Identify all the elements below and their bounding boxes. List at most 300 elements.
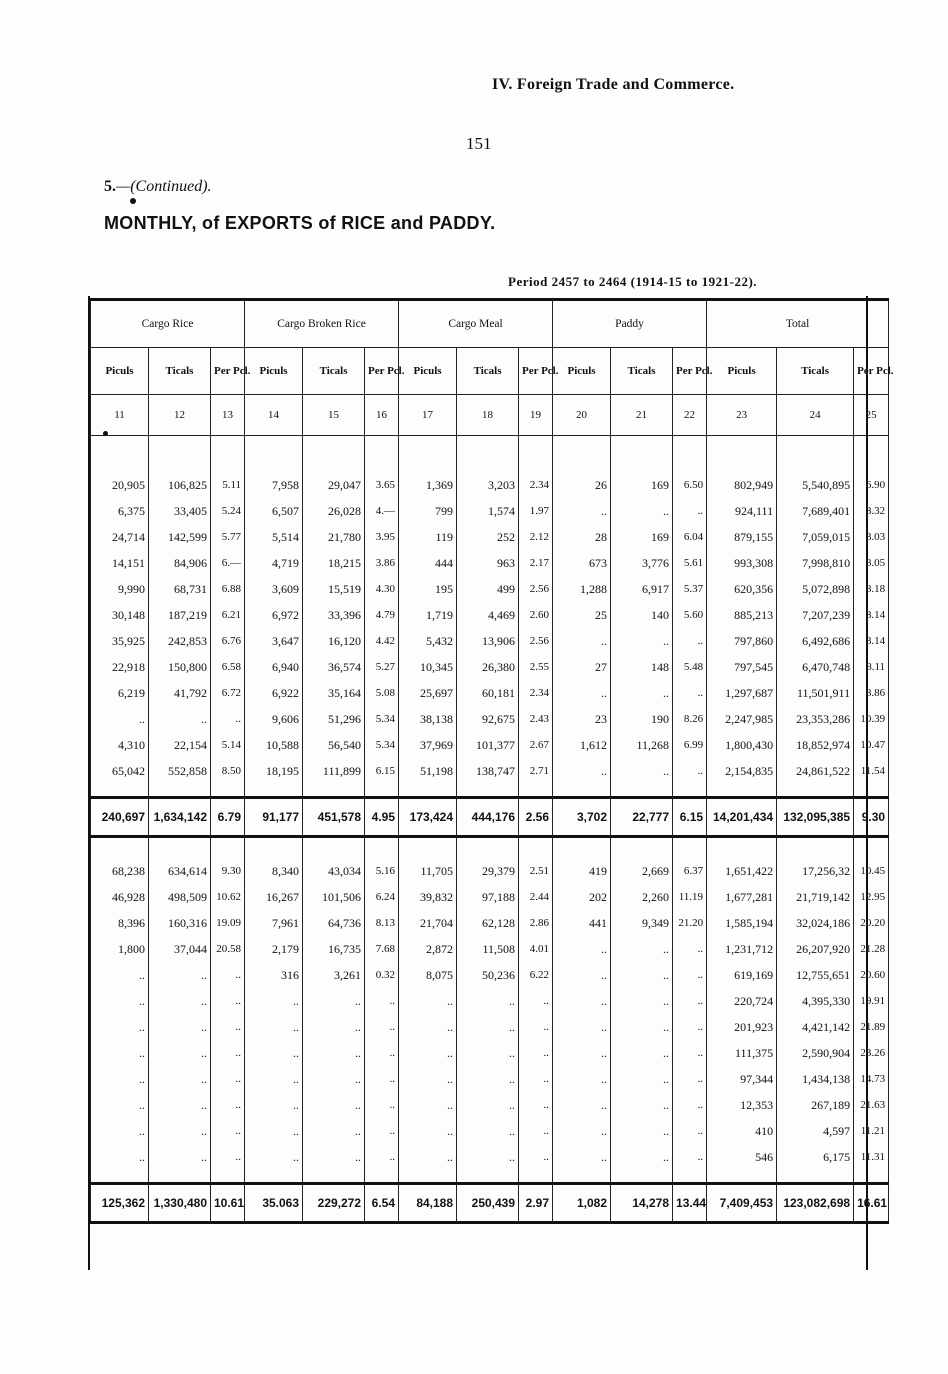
table-cell: 24,714 [91,524,149,550]
table-cell: 14.73 [854,1066,889,1092]
table-cell: 1,677,281 [707,884,777,910]
table-cell: 6.22 [519,962,553,988]
table-cell: 1,800 [91,936,149,962]
table-cell: .. [611,1144,673,1170]
table-cell: 125,362 [91,1184,149,1223]
empty-cell [211,837,245,859]
table-cell: 3,776 [611,550,673,576]
table-cell: 173,424 [399,798,457,837]
table-cell: .. [553,1144,611,1170]
empty-cell [149,436,211,473]
table-cell: 963 [457,550,519,576]
table-cell: 5.16 [365,858,399,884]
table-cell: .. [149,1014,211,1040]
table-cell: .. [553,758,611,784]
table-cell: 2,179 [245,936,303,962]
table-cell: .. [611,1066,673,1092]
table-cell: .. [211,962,245,988]
table-cell: 1,574 [457,498,519,524]
table-cell: .. [245,1014,303,1040]
table-cell: 3.95 [365,524,399,550]
table-cell: 8.50 [211,758,245,784]
table-cell: .. [149,1040,211,1066]
empty-cell [303,1170,365,1184]
table-cell: 10.45 [854,858,889,884]
empty-cell [553,837,611,859]
table-cell: 12.95 [854,884,889,910]
table-cell: .. [519,1092,553,1118]
table-cell: 14,151 [91,550,149,576]
table-cell: 498,509 [149,884,211,910]
table-cell: 68,731 [149,576,211,602]
table-row [91,524,889,550]
table-cell: 9.30 [211,858,245,884]
table-row [91,758,889,784]
table-cell: 4.95 [365,798,399,837]
table-cell: 4,469 [457,602,519,628]
table-cell: 22,154 [149,732,211,758]
table-cell: 195 [399,576,457,602]
table-cell: 12,755,651 [777,962,854,988]
empty-cell [365,784,399,798]
column-number: 16 [365,395,399,436]
table-cell: .. [553,936,611,962]
table-cell: 97,188 [457,884,519,910]
table-cell: .. [519,1014,553,1040]
table-cell: 91,177 [245,798,303,837]
empty-cell [303,784,365,798]
table-cell: 68,238 [91,858,149,884]
table-cell: .. [211,988,245,1014]
table-cell: .. [457,1118,519,1144]
table-cell: 2.56 [519,628,553,654]
column-header: Ticals [457,348,519,395]
table-cell: 6.— [211,550,245,576]
table-cell: .. [365,1092,399,1118]
table-cell: 499 [457,576,519,602]
table-cell: 33,396 [303,602,365,628]
table-row [91,1040,889,1066]
table-row [91,1066,889,1092]
column-number: 18 [457,395,519,436]
table-cell: .. [611,988,673,1014]
table-cell: 6.37 [673,858,707,884]
table-cell: 50,236 [457,962,519,988]
table-cell: 20.58 [211,936,245,962]
table-cell: 5.08 [365,680,399,706]
table-cell: 552,858 [149,758,211,784]
table-cell: 7,689,401 [777,498,854,524]
table-cell: 6,917 [611,576,673,602]
table-cell: 33,405 [149,498,211,524]
table-cell: 30,148 [91,602,149,628]
table-cell: 29,379 [457,858,519,884]
table-cell: 1,297,687 [707,680,777,706]
table-cell: 2.60 [519,602,553,628]
empty-cell [519,837,553,859]
table-cell: 5.11 [211,472,245,498]
table-cell: .. [399,1092,457,1118]
table-cell: 119 [399,524,457,550]
table-cell: 5.60 [673,602,707,628]
table-cell: 21,704 [399,910,457,936]
table-cell: 879,155 [707,524,777,550]
empty-cell [777,784,854,798]
table-cell: .. [611,936,673,962]
table-cell: 8.14 [854,602,889,628]
table-cell: 2.55 [519,654,553,680]
table-cell: 316 [245,962,303,988]
table-cell: 3,261 [303,962,365,988]
table-cell: 11.54 [854,758,889,784]
table-cell: .. [303,1092,365,1118]
table-cell: 6.04 [673,524,707,550]
table-cell: 142,599 [149,524,211,550]
table-cell: 26 [553,472,611,498]
table-cell: 4.30 [365,576,399,602]
table-cell: 1,612 [553,732,611,758]
table-cell: .. [149,1066,211,1092]
total-row [91,798,889,837]
table-cell: 4,395,330 [777,988,854,1014]
column-header: Per Pcl. [854,348,889,395]
table-cell: 444,176 [457,798,519,837]
table-cell: 60,181 [457,680,519,706]
table-cell: 7,958 [245,472,303,498]
table-cell: 1,231,712 [707,936,777,962]
table-cell: 29,047 [303,472,365,498]
empty-cell [854,837,889,859]
table-cell: .. [211,1014,245,1040]
table-cell: 7,059,015 [777,524,854,550]
table-cell: 8.14 [854,628,889,654]
table-cell: 6,470,748 [777,654,854,680]
table-cell: 267,189 [777,1092,854,1118]
table-cell: 111,375 [707,1040,777,1066]
table-cell: 2,872 [399,936,457,962]
empty-cell [553,1170,611,1184]
table-cell: 22,918 [91,654,149,680]
empty-cell [365,436,399,473]
spacer-row [91,436,889,473]
table-row [91,962,889,988]
table-cell: .. [519,1066,553,1092]
empty-cell [245,436,303,473]
table-cell: .. [399,1066,457,1092]
table-row [91,706,889,732]
table-cell: 5.27 [365,654,399,680]
table-cell: 546 [707,1144,777,1170]
table-cell: 6,940 [245,654,303,680]
empty-cell [519,784,553,798]
table-cell: 6.72 [211,680,245,706]
table-cell: .. [611,628,673,654]
table-cell: .. [553,680,611,706]
table-cell: 12,353 [707,1092,777,1118]
table-cell: .. [399,1144,457,1170]
section-number: 5. [104,178,116,195]
table-cell: 26,207,920 [777,936,854,962]
table-cell: 64,736 [303,910,365,936]
table-cell: 4.01 [519,936,553,962]
table-cell: 106,825 [149,472,211,498]
column-header: Ticals [611,348,673,395]
table-cell: 21,780 [303,524,365,550]
empty-cell [673,837,707,859]
table-cell: 620,356 [707,576,777,602]
table-cell: 3,702 [553,798,611,837]
table-cell: 14,201,434 [707,798,777,837]
table-cell: 35,925 [91,628,149,654]
table-cell: 5.77 [211,524,245,550]
empty-cell [707,837,777,859]
empty-cell [211,1170,245,1184]
spacer-row [91,837,889,859]
bullet-dot [103,431,108,436]
empty-cell [854,784,889,798]
table-cell: .. [91,706,149,732]
table-cell: 36,574 [303,654,365,680]
table-cell: 5.34 [365,706,399,732]
table-cell: 7,961 [245,910,303,936]
table-cell: .. [611,680,673,706]
empty-cell [457,1170,519,1184]
table-cell: 802,949 [707,472,777,498]
table-cell: 6,175 [777,1144,854,1170]
table-cell: 11,268 [611,732,673,758]
table-cell: .. [245,1066,303,1092]
table-cell: .. [673,1040,707,1066]
table-cell: 634,614 [149,858,211,884]
table-cell: 10,345 [399,654,457,680]
table-cell: 220,724 [707,988,777,1014]
table-cell: 6.58 [211,654,245,680]
empty-cell [149,837,211,859]
table-cell: 21,719,142 [777,884,854,910]
empty-cell [399,1170,457,1184]
total-row [91,1184,889,1223]
column-header: Piculs [553,348,611,395]
table-cell: .. [611,1092,673,1118]
table-cell: .. [149,988,211,1014]
table-cell: 17,256,32 [777,858,854,884]
table-cell: .. [673,1014,707,1040]
table-cell: 4.79 [365,602,399,628]
table-cell: 3,203 [457,472,519,498]
table-cell: .. [611,1014,673,1040]
empty-cell [611,784,673,798]
table-cell: 84,188 [399,1184,457,1223]
table-cell: .. [611,758,673,784]
table-cell: .. [91,988,149,1014]
table-cell: 2.17 [519,550,553,576]
table-cell: 169 [611,472,673,498]
table-cell: 1,330,480 [149,1184,211,1223]
table-cell: .. [245,1144,303,1170]
table-cell: 46,928 [91,884,149,910]
column-number: 23 [707,395,777,436]
table-cell: 6.54 [365,1184,399,1223]
table-cell: .. [519,1040,553,1066]
continued-label: —(Continued). [116,178,212,195]
empty-cell [211,784,245,798]
column-number: 19 [519,395,553,436]
table-cell: 11.21 [854,1118,889,1144]
empty-cell [457,837,519,859]
table-cell: .. [149,706,211,732]
empty-cell [519,1170,553,1184]
table-cell: .. [611,1118,673,1144]
table-cell: 924,111 [707,498,777,524]
table-cell: 32,024,186 [777,910,854,936]
table-cell: 1,800,430 [707,732,777,758]
group-header: Total [707,300,889,348]
empty-cell [211,436,245,473]
column-header: Ticals [149,348,211,395]
table-cell: .. [457,1014,519,1040]
table-row [91,602,889,628]
table-cell: .. [673,1118,707,1144]
page-number: 151 [466,134,492,153]
table-cell: .. [673,936,707,962]
table-cell: .. [211,706,245,732]
table-cell: .. [673,1092,707,1118]
table-cell: 2,154,835 [707,758,777,784]
table-cell: .. [673,962,707,988]
table-cell: .. [91,1014,149,1040]
table-cell: 250,439 [457,1184,519,1223]
empty-cell [707,436,777,473]
table-cell: .. [211,1144,245,1170]
table-cell: .. [611,1040,673,1066]
table-row [91,1092,889,1118]
table-cell: .. [673,498,707,524]
table-cell: 2.12 [519,524,553,550]
empty-cell [673,436,707,473]
table-cell: 11,705 [399,858,457,884]
table-cell: .. [365,988,399,1014]
table-cell: 2.67 [519,732,553,758]
table-cell: 65,042 [91,758,149,784]
column-number: 17 [399,395,457,436]
table-cell: 8.05 [854,550,889,576]
table-cell: 101,377 [457,732,519,758]
table-cell: .. [303,1014,365,1040]
table-cell: 6.88 [211,576,245,602]
table-cell: .. [303,1040,365,1066]
table-row [91,732,889,758]
table-cell: 2.44 [519,884,553,910]
table-cell: 56,540 [303,732,365,758]
table-cell: .. [211,1118,245,1144]
table-cell: 35,164 [303,680,365,706]
table-cell: 16,120 [303,628,365,654]
column-number-row [91,395,889,436]
table-cell: .. [211,1066,245,1092]
empty-cell [777,1170,854,1184]
table-cell: 7.68 [365,936,399,962]
table-row [91,884,889,910]
table-cell: 13,906 [457,628,519,654]
table-cell: .. [91,1118,149,1144]
table-cell: 799 [399,498,457,524]
table-cell: 37,044 [149,936,211,962]
table-cell: 2.86 [519,910,553,936]
table-cell: 8.03 [854,524,889,550]
table-row [91,858,889,884]
table-row [91,654,889,680]
table-cell: 2.51 [519,858,553,884]
table-cell: .. [673,1144,707,1170]
table-cell: .. [245,1040,303,1066]
table-cell: 18,215 [303,550,365,576]
table-cell: 13.44 [673,1184,707,1223]
table-row [91,1014,889,1040]
table-cell: 123,082,698 [777,1184,854,1223]
table-cell: 4,719 [245,550,303,576]
table-cell: 5,432 [399,628,457,654]
table-cell: 885,213 [707,602,777,628]
table-cell: 148 [611,654,673,680]
table-cell: 242,853 [149,628,211,654]
empty-cell [399,837,457,859]
column-number: 25 [854,395,889,436]
bullet-dot [130,198,136,204]
table-cell: 5.61 [673,550,707,576]
table-cell: .. [457,1092,519,1118]
table-row [91,576,889,602]
table-cell: 797,545 [707,654,777,680]
empty-cell [91,837,149,859]
table-cell: 3.86 [365,550,399,576]
table-cell: 201,923 [707,1014,777,1040]
table-cell: .. [149,1092,211,1118]
table-cell: 8,396 [91,910,149,936]
table-cell: 1,369 [399,472,457,498]
table-cell: .. [553,1040,611,1066]
exports-table-wrapper [90,298,894,1224]
empty-cell [303,837,365,859]
table-cell: .. [91,1040,149,1066]
table-cell: 2,247,985 [707,706,777,732]
table-row [91,936,889,962]
table-cell: 18,852,974 [777,732,854,758]
table-cell: 252 [457,524,519,550]
table-cell: .. [553,498,611,524]
table-cell: .. [303,1144,365,1170]
table-cell: 1,434,138 [777,1066,854,1092]
table-cell: 43,034 [303,858,365,884]
table-cell: 1,719 [399,602,457,628]
column-header: Piculs [707,348,777,395]
table-cell: .. [553,1014,611,1040]
table-cell: .. [553,962,611,988]
table-cell: 10.61 [211,1184,245,1223]
empty-cell [673,784,707,798]
table-cell: .. [245,1118,303,1144]
table-cell: .. [553,1092,611,1118]
column-header: Per Pcl. [211,348,245,395]
table-cell: 92,675 [457,706,519,732]
table-cell: 1.97 [519,498,553,524]
table-cell: 21.20 [673,910,707,936]
empty-cell [673,1170,707,1184]
table-cell: 6.24 [365,884,399,910]
table-cell: 2.43 [519,706,553,732]
table-cell: .. [245,1092,303,1118]
table-cell: 7,998,810 [777,550,854,576]
table-row [91,498,889,524]
